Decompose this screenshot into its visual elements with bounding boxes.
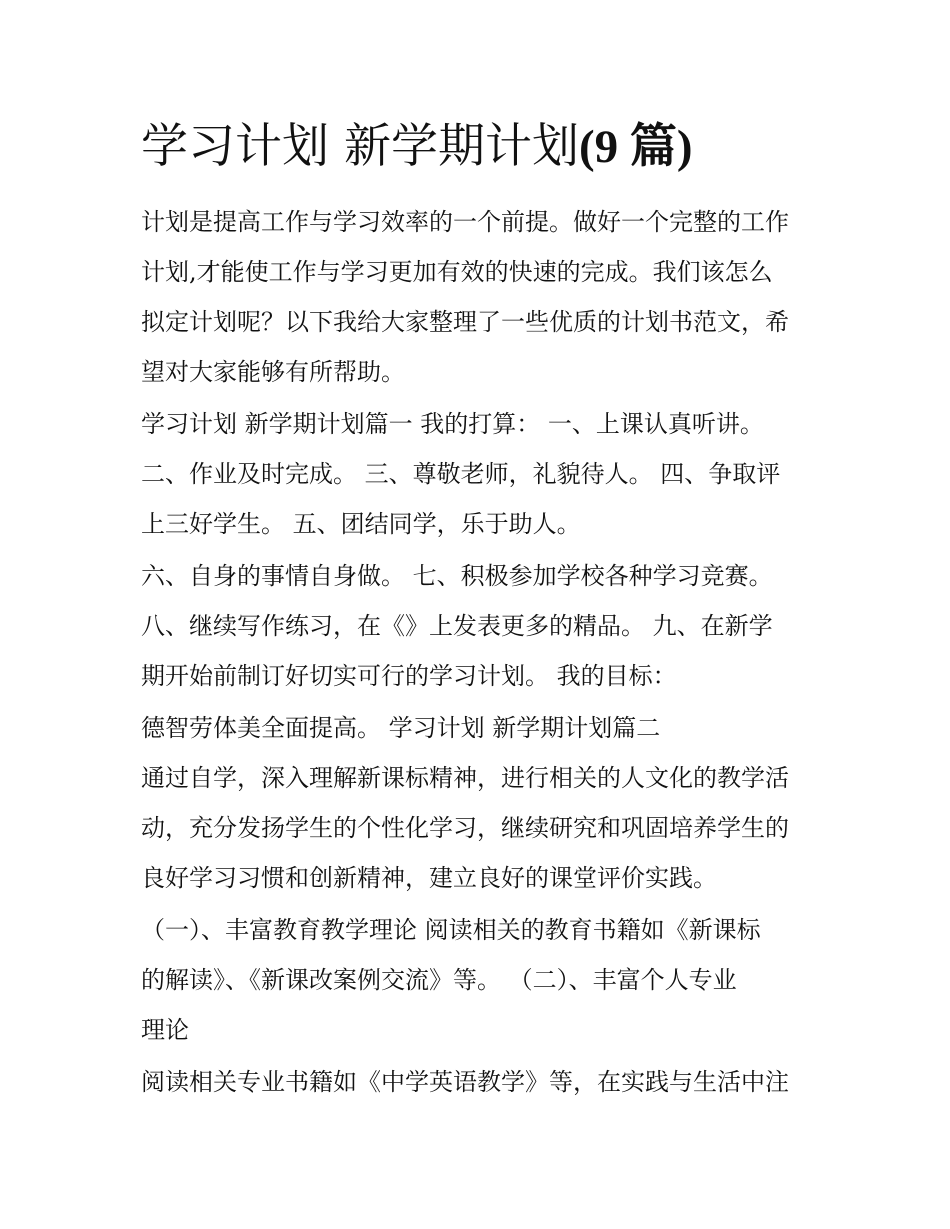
paragraph-line: 六、自身的事情自身做。 七、积极参加学校各种学习竞赛。 [141, 562, 773, 590]
paragraph-line: 通过自学，深入理解新课标精神，进行相关的人文化的教学活 [141, 764, 789, 792]
paragraph-line: 上三好学生。 五、团结同学，乐于助人。 [141, 510, 581, 538]
paragraph-line: 的解读》、《新课改案例交流》等。 （二）、丰富个人专业 [141, 966, 737, 994]
paragraph-line: 二、作业及时完成。 三、尊敬老师，礼貌待人。 四、争取评 [141, 460, 781, 488]
paragraph-line: 理论 [141, 1016, 189, 1044]
paragraph-line: 计划,才能使工作与学习更加有效的快速的完成。我们该怎么 [141, 258, 773, 286]
paragraph-line: （一）、丰富教育教学理论 阅读相关的教育书籍如《新课标 [141, 916, 761, 944]
document-title-suffix: (9 篇) [578, 121, 693, 173]
paragraph-line: 阅读相关专业书籍如《中学英语教学》等，在实践与生活中注 [141, 1068, 789, 1096]
paragraph-line: 期开始前制订好切实可行的学习计划。 我的目标： [141, 662, 677, 690]
paragraph-line: 德智劳体美全面提高。 学习计划 新学期计划篇二 [141, 714, 661, 742]
paragraph-line: 动，充分发扬学生的个性化学习，继续研究和巩固培养学生的 [141, 814, 789, 842]
paragraph-line: 八、继续写作练习，在《》上发表更多的精品。 九、在新学 [141, 612, 773, 640]
paragraph-line: 望对大家能够有所帮助。 [141, 358, 405, 386]
paragraph-line: 拟定计划呢？以下我给大家整理了一些优质的计划书范文，希 [141, 308, 789, 336]
paragraph-line: 良好学习习惯和创新精神，建立良好的课堂评价实践。 [141, 864, 717, 892]
paragraph-line: 学习计划 新学期计划篇一 我的打算： 一、上课认真听讲。 [141, 410, 764, 438]
document-title-main: 学习计划 新学期计划 [141, 119, 579, 174]
document-title [141, 112, 693, 182]
paragraph-line: 计划是提高工作与学习效率的一个前提。做好一个完整的工作 [141, 208, 789, 236]
